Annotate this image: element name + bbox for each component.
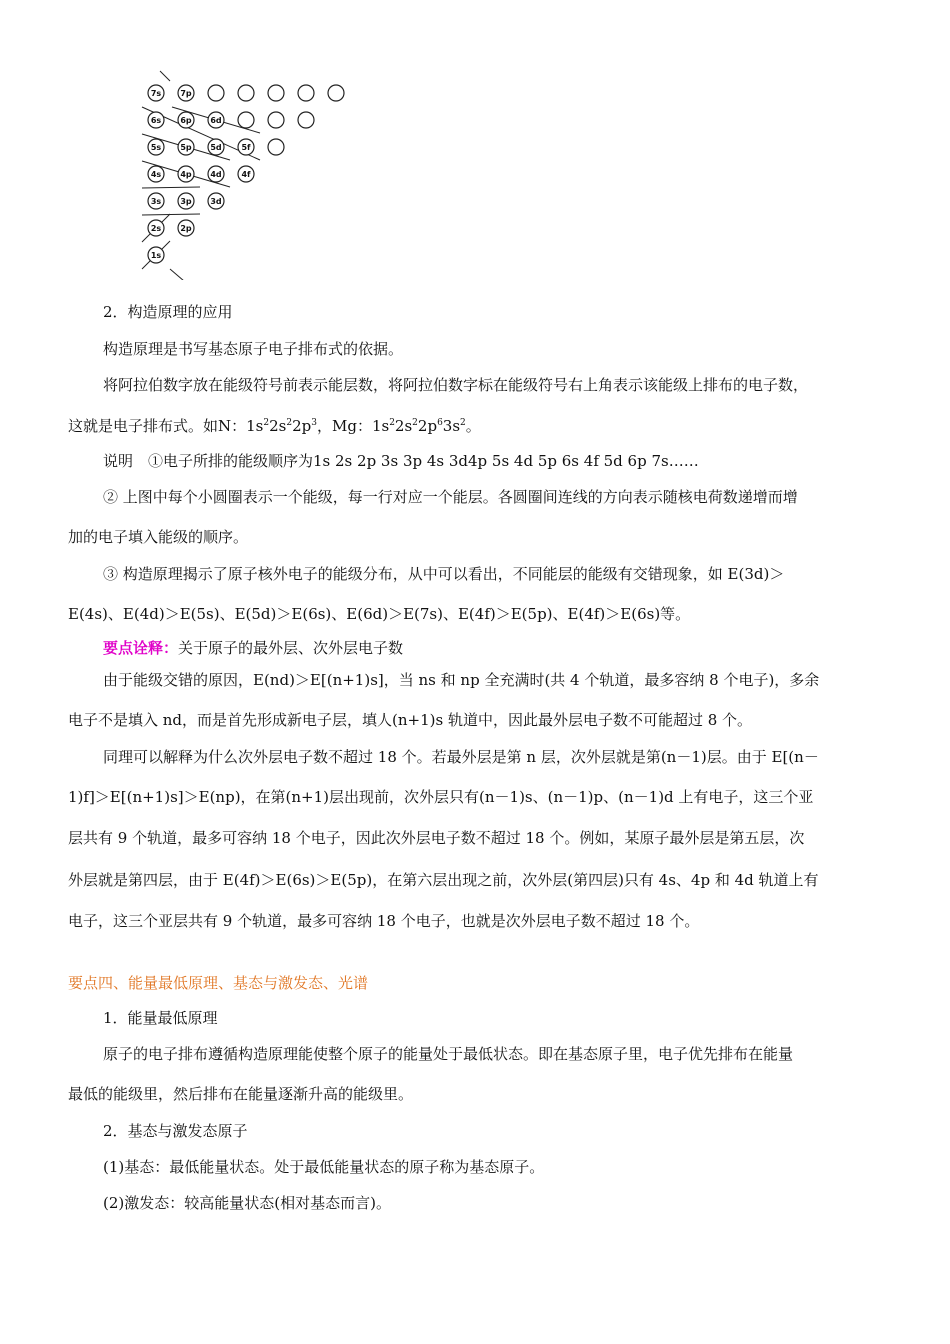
- paragraph: 层共有 9 个轨道，最多可容纳 18 个电子，因此次外层电子数不超过 18 个。例如，某原子最外层是第五层，次: [68, 829, 805, 847]
- orbital-label: 4p: [180, 170, 192, 179]
- orbital-node: [208, 166, 224, 182]
- orbital-node: [268, 85, 284, 101]
- text-run: ，Mg：1s: [316, 417, 390, 435]
- text-run: 这就是电子排布式。如N：1s: [68, 417, 264, 435]
- orbital-filling-order-diagram: [130, 68, 360, 280]
- orbital-node: [208, 85, 224, 101]
- orbital-node: [178, 193, 194, 209]
- orbital-node: [178, 166, 194, 182]
- paragraph: 电子不是填入 nd，而是首先形成新电子层，填人(n+1)s 轨道中，因此最外层电子数不可能超过 8 个。: [68, 711, 753, 729]
- superscript: 3: [311, 418, 317, 428]
- orbital-label: 5s: [150, 143, 162, 152]
- orbital-node: [178, 139, 194, 155]
- paragraph: 最低的能级里，然后排布在能量逐渐升高的能级里。: [68, 1085, 414, 1103]
- orbital-node: [298, 85, 314, 101]
- orbital-circle: [208, 85, 224, 101]
- paragraph: 原子的电子排布遵循构造原理能使整个原子的能量处于最低状态。即在基态原子里，电子优先排布在能量: [103, 1045, 794, 1063]
- orbital-node: [238, 112, 254, 128]
- orbital-node: [298, 112, 314, 128]
- note-line: ③ 构造原理揭示了原子核外电子的能级分布，从中可以看出，不同能层的能级有交错现象，如 E(3d)＞: [103, 565, 785, 583]
- orbital-node: [208, 112, 224, 128]
- text-run: 2s: [394, 417, 413, 435]
- orbital-label: 4s: [150, 170, 162, 179]
- paragraph: 将阿拉伯数字放在能级符号前表示能层数，将阿拉伯数字标在能级符号右上角表示该能级上排布的电子数，: [103, 376, 809, 394]
- orbital-node: [178, 220, 194, 236]
- orbital-label: 2p: [180, 224, 192, 233]
- orbital-node: [238, 139, 254, 155]
- note-line: 加的电子填入能级的顺序。: [68, 528, 249, 546]
- orbital-node: [238, 85, 254, 101]
- orbital-node: [148, 193, 164, 209]
- orbital-node: [208, 139, 224, 155]
- text-run: 。: [465, 417, 481, 435]
- orbital-label: 5d: [210, 143, 222, 152]
- superscript: 6: [437, 418, 443, 428]
- orbital-node: [148, 166, 164, 182]
- orbital-label: 5f: [241, 143, 251, 152]
- orbital-circle: [268, 139, 284, 155]
- text-run: 2p: [292, 417, 312, 435]
- paragraph: 1)f]＞E[(n+1)s]＞E(np)，在第(n+1)层出现前，次外层只有(n－1)s、(n－1)p、(n－1)d 上有电子，这三个亚: [68, 788, 814, 806]
- orbital-node: [148, 139, 164, 155]
- orbital-label: 4f: [241, 170, 251, 179]
- filling-order-line: [142, 214, 200, 215]
- filling-order-line: [142, 187, 200, 188]
- orbital-label: 7p: [180, 89, 192, 98]
- orbital-circle: [238, 85, 254, 101]
- superscript: 2: [263, 418, 270, 428]
- orbital-node: [148, 112, 164, 128]
- superscript: 2: [412, 418, 418, 428]
- paragraph: 由于能级交错的原因，E(nd)＞E[(n+1)s]，当 ns 和 np 全充满时(共 4 个轨道，最多容纳 8 个电子)，多余: [103, 671, 820, 689]
- subsection-heading: 2．基态与激发态原子: [103, 1122, 248, 1140]
- orbital-node: [268, 139, 284, 155]
- section-heading-key-point-four: 要点四、能量最低原理、基态与激发态、光谱: [68, 974, 369, 992]
- orbital-label: 3s: [150, 197, 162, 206]
- paragraph: 外层就是第四层，由于 E(4f)＞E(6s)＞E(5p)，在第六层出现之前，次外层(第四层)只有 4s、4p 和 4d 轨道上有: [68, 871, 819, 889]
- orbital-node: [148, 247, 164, 263]
- orbital-label: 5p: [180, 143, 192, 152]
- orbital-label: 4d: [210, 170, 222, 179]
- end-arrow-line: [170, 269, 184, 280]
- list-item: (1)基态：最低能量状态。处于最低能量状态的原子称为基态原子。: [103, 1158, 545, 1176]
- orbital-label: 2s: [150, 224, 162, 233]
- orbital-label: 1s: [150, 251, 162, 260]
- orbital-node: [178, 85, 194, 101]
- superscript: 2: [286, 418, 293, 428]
- orbital-circle: [268, 112, 284, 128]
- filling-order-lines: [142, 107, 260, 269]
- orbital-circle: [238, 112, 254, 128]
- electron-configuration-example: [68, 416, 908, 439]
- key-point-heading: [103, 638, 943, 658]
- paragraph: 电子，这三个亚层共有 9 个轨道，最多可容纳 18 个电子，也就是次外层电子数不超过 18 个。: [68, 912, 700, 930]
- orbital-label: 3p: [180, 197, 192, 206]
- subsection-heading: 1．能量最低原理: [103, 1009, 218, 1027]
- key-point-title: 关于原子的最外层、次外层电子数: [178, 639, 404, 657]
- orbital-circle: [268, 85, 284, 101]
- orbital-node: [208, 193, 224, 209]
- start-arrow-line: [160, 71, 170, 81]
- note-line: 说明 ①电子所排的能级顺序为1s 2s 2p 3s 3p 4s 3d4p 5s 4d 5p 6s 4f 5d 6p 7s……: [103, 452, 699, 470]
- orbital-label: 6p: [180, 116, 192, 125]
- orbital-node: [178, 112, 194, 128]
- text-run: 2s: [269, 417, 287, 435]
- key-point-label: 要点诠释：: [103, 639, 179, 657]
- note-line: ② 上图中每个小圆圈表示一个能级，每一行对应一个能层。各圆圈间连线的方向表示随核电荷数递增而增: [103, 488, 798, 506]
- orbital-label: 3d: [210, 197, 222, 206]
- orbital-circle: [298, 85, 314, 101]
- paragraph: 构造原理是书写基态原子电子排布式的依据。: [103, 340, 404, 358]
- superscript: 2: [389, 418, 395, 428]
- orbital-node: [148, 220, 164, 236]
- orbital-label: 6s: [150, 116, 162, 125]
- orbital-label: 7s: [150, 89, 162, 98]
- orbital-node: [268, 112, 284, 128]
- section-heading-application: 2．构造原理的应用: [103, 303, 233, 321]
- text-run: 3s: [442, 417, 461, 435]
- orbital-circle: [328, 85, 344, 101]
- orbital-node: [238, 166, 254, 182]
- list-item: (2)激发态：较高能量状态(相对基态而言)。: [103, 1194, 391, 1212]
- paragraph: 同理可以解释为什么次外层电子数不超过 18 个。若最外层是第 n 层，次外层就是第(n－1)层。由于 E[(n－: [103, 748, 819, 766]
- orbital-node: [148, 85, 164, 101]
- orbital-circle: [298, 112, 314, 128]
- orbital-label: 6d: [210, 116, 222, 125]
- orbital-node: [328, 85, 344, 101]
- note-line: E(4s)、E(4d)＞E(5s)、E(5d)＞E(6s)、E(6d)＞E(7s)、E(4f)＞E(5p)、E(4f)＞E(6s)等。: [68, 605, 691, 623]
- text-run: 2p: [417, 417, 438, 435]
- superscript: 2: [460, 418, 466, 428]
